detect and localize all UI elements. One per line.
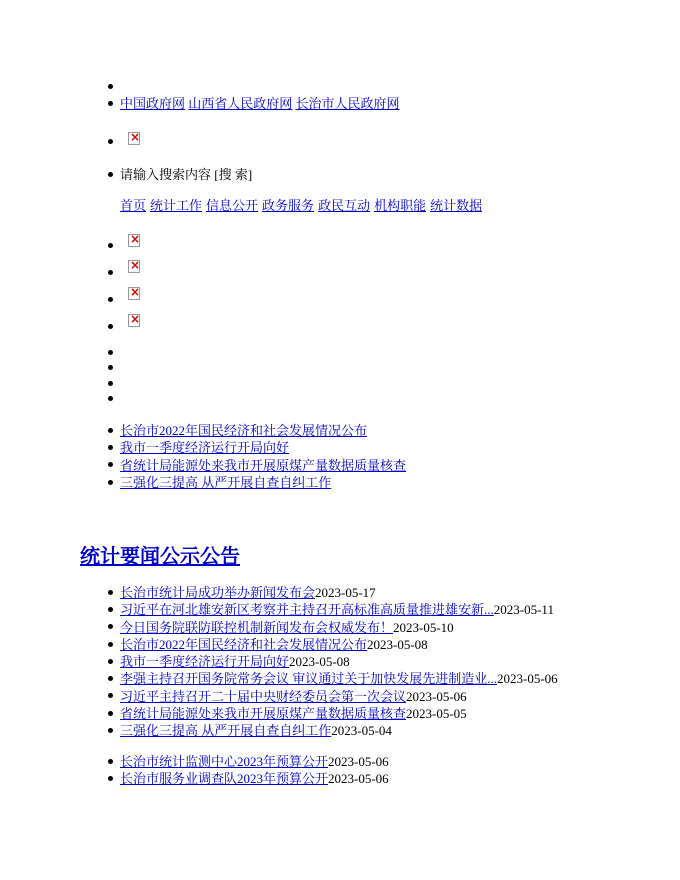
- notice-link[interactable]: 长治市统计监测中心2023年预算公开: [120, 754, 329, 769]
- notice-link[interactable]: 长治市服务业调查队2023年预算公开: [120, 771, 329, 786]
- link-gov-changzhi[interactable]: 长治市人民政府网: [295, 96, 400, 111]
- news-date: 2023-05-11: [493, 602, 554, 618]
- news-item: [120, 688, 558, 705]
- top-links-list: [120, 95, 400, 112]
- broken-image-icon: [128, 132, 140, 145]
- news-date: 2023-05-05: [406, 706, 467, 722]
- broken-image-icon: [128, 234, 140, 247]
- headline-link[interactable]: 我市一季度经济运行开局向好: [120, 440, 290, 456]
- news-date: 2023-05-10: [393, 619, 454, 635]
- headline-item: [120, 439, 406, 456]
- headline-item: [120, 474, 406, 491]
- notice-item: [120, 770, 389, 787]
- news-item: [120, 705, 558, 722]
- search-list: [120, 166, 252, 183]
- news-item: [120, 722, 558, 739]
- news-link[interactable]: 长治市2022年国民经济和社会发展情况公布: [120, 636, 368, 652]
- link-gov-shanxi[interactable]: 山西省人民政府网: [188, 96, 293, 111]
- news-date: 2023-05-08: [367, 636, 428, 652]
- nav-stats-data[interactable]: 统计数据: [430, 198, 483, 213]
- nav-interaction[interactable]: 政民互动: [318, 198, 371, 213]
- news-link[interactable]: 我市一季度经济运行开局向好: [120, 654, 290, 670]
- search-button[interactable]: [搜 索]: [214, 167, 253, 182]
- notice-date: 2023-05-06: [328, 771, 389, 786]
- notice-list: [120, 753, 389, 787]
- headline-item: [120, 422, 406, 439]
- headline-link[interactable]: 长治市2022年国民经济和社会发展情况公布: [120, 423, 368, 438]
- headline-link[interactable]: 三强化三提高 从严开展自查自纠工作: [120, 474, 332, 490]
- news-list: [120, 584, 558, 740]
- news-link[interactable]: 长治市统计局成功举办新闻发布会: [120, 585, 316, 600]
- notice-item: [120, 753, 389, 770]
- section-title[interactable]: 统计要闻公示公告: [80, 546, 240, 568]
- news-item: [120, 584, 558, 601]
- news-item: [120, 619, 558, 636]
- nav-functions[interactable]: 机构职能: [374, 198, 427, 213]
- news-date: 2023-05-06: [406, 688, 467, 704]
- nav-info-public[interactable]: 信息公开: [206, 198, 259, 213]
- news-link[interactable]: 习近平主持召开二十届中央财经委员会第一次会议: [120, 688, 407, 704]
- news-link[interactable]: 省统计局能源处来我市开展原煤产量数据质量核查: [120, 706, 407, 722]
- nav-gov-services[interactable]: 政务服务: [262, 198, 315, 213]
- news-item: [120, 653, 558, 670]
- news-item: [120, 670, 558, 687]
- headline-item: [120, 457, 406, 474]
- news-date: 2023-05-06: [497, 671, 558, 687]
- nav-stats-work[interactable]: 统计工作: [150, 198, 203, 213]
- news-item: [120, 636, 558, 653]
- nav-home[interactable]: 首页: [120, 198, 147, 213]
- headline-link[interactable]: 省统计局能源处来我市开展原煤产量数据质量核查: [120, 457, 407, 473]
- broken-image-icon: [128, 314, 140, 327]
- broken-image-icon: [128, 260, 140, 273]
- broken-image-icon: [128, 287, 140, 300]
- headline-list: [120, 422, 406, 491]
- search-item: [120, 166, 252, 183]
- search-input[interactable]: 请输入搜索内容: [120, 167, 212, 182]
- news-link[interactable]: 李强主持召开国务院常务会议 审议通过关于加快发展先进制造业...: [120, 671, 498, 687]
- news-date: 2023-05-04: [331, 723, 392, 739]
- news-link[interactable]: 三强化三提高 从严开展自查自纠工作: [120, 723, 332, 739]
- main-nav: [120, 197, 486, 214]
- top-links-item: [120, 95, 400, 112]
- news-item: [120, 601, 558, 618]
- news-link[interactable]: 今日国务院联防联控机制新闻发布会权威发布！: [120, 619, 394, 635]
- notice-date: 2023-05-06: [328, 754, 389, 769]
- news-date: 2023-05-17: [315, 585, 376, 600]
- link-gov-china[interactable]: 中国政府网: [120, 96, 186, 111]
- news-link[interactable]: 习近平在河北雄安新区考察并主持召开高标准高质量推进雄安新...: [120, 602, 494, 618]
- news-date: 2023-05-08: [289, 654, 350, 670]
